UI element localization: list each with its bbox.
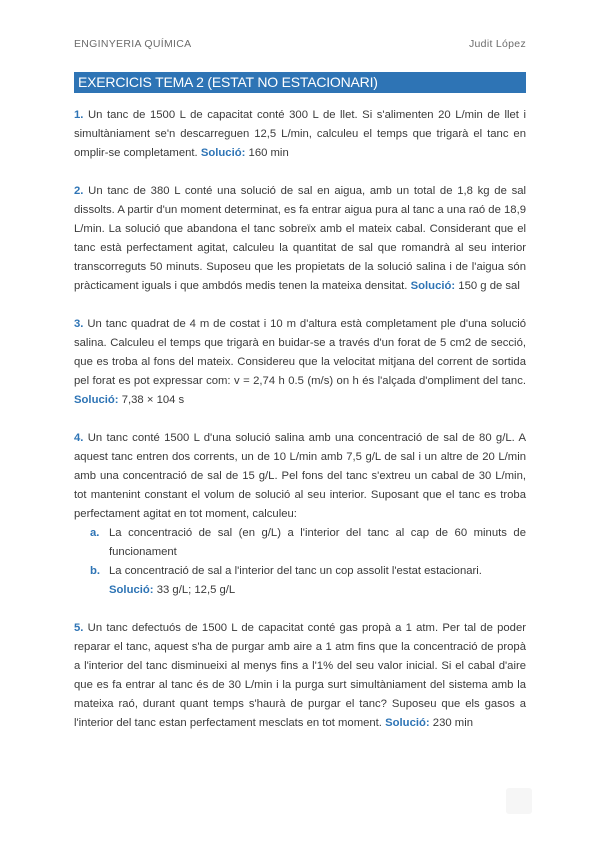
solution-label: Solució: [385, 717, 430, 729]
exercise-1 [74, 106, 526, 163]
page-title: EXERCICIS TEMA 2 (ESTAT NO ESTACIONARI) [74, 72, 526, 93]
exercise-3 [74, 315, 526, 410]
exercise-number: 1. [74, 109, 84, 121]
exercise-2 [74, 182, 526, 296]
solution-value: 230 min [432, 717, 473, 729]
solution-value: 7,38 × 104 s [121, 394, 185, 406]
sub-question-a [74, 524, 526, 562]
exercise-4 [74, 429, 526, 600]
sub-question-b [74, 562, 526, 600]
exercise-number: 5. [74, 622, 84, 634]
page-corner-mark [506, 788, 532, 814]
solution-label: Solució: [74, 394, 119, 406]
solution-label: Solució: [109, 584, 154, 596]
sub-question-text-body: La concentració de sal a l'interior del tanc un cop assolit l'estat estacionari. [109, 565, 482, 577]
header-course: ENGINYERIA QUÍMICA [74, 38, 192, 50]
solution-value: 150 g de sal [458, 280, 520, 292]
exercise-5 [74, 619, 526, 733]
exercise-number: 4. [74, 432, 84, 444]
solution-label: Solució: [410, 280, 456, 292]
sub-question-letter: b. [90, 565, 101, 577]
page-header [74, 38, 526, 50]
solution-value: 160 min [248, 147, 289, 159]
exercise-body [74, 429, 526, 524]
header-author: Judit López [468, 38, 526, 50]
exercise-text: Un tanc de 380 L conté una solució de sal en aigua, amb un total de 1,8 kg de sal dissolts. A partir d'un moment determinat, es fa entrar aigua pura al tanc a una raó de 18,9 L/min. La solució que abandona el tanc sobreïx amb el mateix cabal. Considerant que el tanc està perfectament agitat, calculeu la quantitat de sal que romandrà al seu interior transcorreguts 50 minuts. Suposeu que les propietats de la solució salina i de l'aigua són pràcticament iguals i que ambdós medis tenen la mateixa densitat. [74, 185, 527, 292]
sub-question-text: La concentració de sal (en g/L) a l'interior del tanc al cap de 60 minuts de funcionament [109, 527, 526, 558]
exercise-number: 3. [74, 318, 84, 330]
exercise-text: Un tanc quadrat de 4 m de costat i 10 m d'altura està completament ple d'una solució salina. Calculeu el temps que trigarà en buidar-se a través d'un forat de 5 cm2 de secció, que es troba al fons del mateix. Considereu que la velocitat mitjana del corrent de sortida pel forat es pot expressar com: v = 2,74 h 0.5 (m/s) on h és l'alçada d'ompliment del tanc. [74, 318, 527, 387]
solution-value: 33 g/L; 12,5 g/L [156, 584, 236, 596]
solution-label: Solució: [200, 147, 246, 159]
exercise-text: Un tanc de 1500 L de capacitat conté 300 L de llet. Si s'alimenten 20 L/min de llet i simultàniament se'n descarreguen 12,5 L/min, calculeu el temps que trigarà el tanc en omplir-se completament. [74, 109, 527, 159]
exercise-number: 2. [74, 185, 84, 197]
exercise-text: Un tanc defectuós de 1500 L de capacitat conté gas propà a 1 atm. Per tal de poder reparar el tanc, aquest s'ha de purgar amb aire a 1 atm fins que la concentració de propà a l'interior del tanc disminueixi al menys fins a l'1% del seu valor inicial. Si el cabal d'aire que es fa entrar al tanc és de 30 L/min i la purga surt simultàniament del sistema amb la mateixa raó, durant quant temps s'haurà de purgar el tanc? Suposeu que els gasos a l'interior del tanc estan perfectament mesclats en tot moment. [74, 622, 526, 729]
sub-question-letter: a. [90, 527, 100, 539]
exercise-text: Un tanc conté 1500 L d'una solució salina amb una concentració de sal de 80 g/L. A aquest tanc entren dos corrents, un de 10 L/min amb 7,5 g/L de sal i un altre de 20 L/min amb una concentració de sal de 15 g/L. Pel fons del tanc s'extreu un cabal de 30 L/min, tot mantenint constant el volum de solució al seu interior. Suposant que el tanc es troba perfectament agitat en tot moment, calculeu: [74, 432, 526, 520]
sub-question-text [109, 562, 526, 600]
exercise-list [74, 106, 526, 752]
